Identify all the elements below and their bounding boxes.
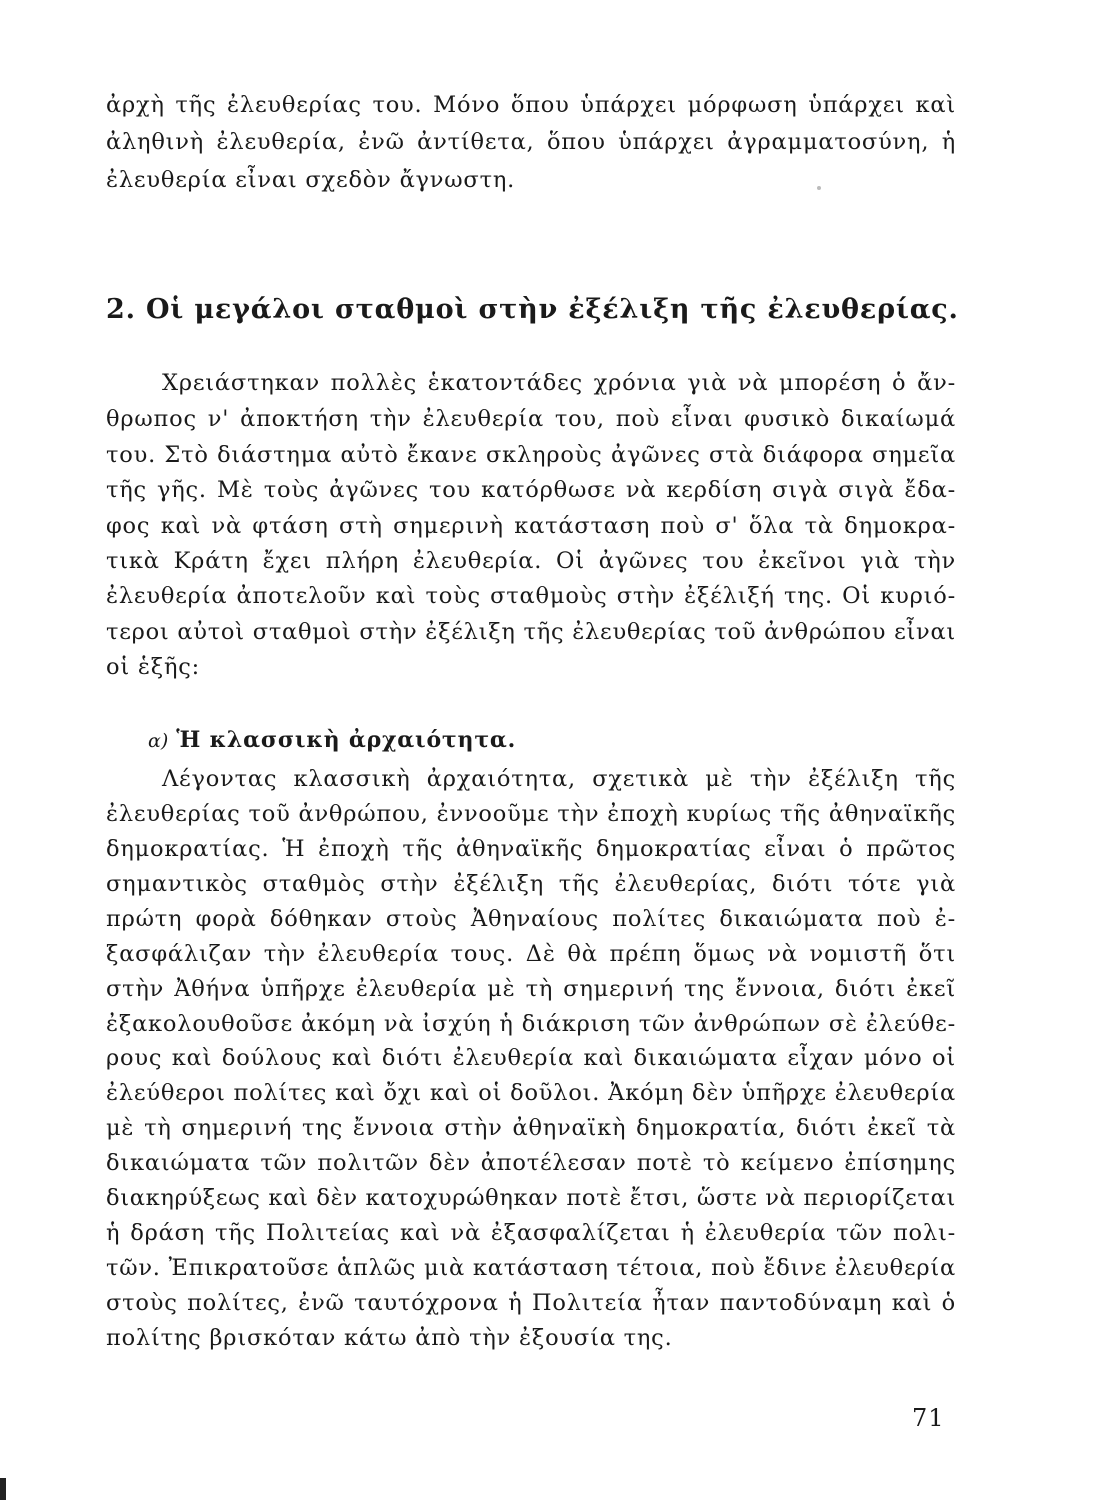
paragraph-line: μὲ τὴ σημερινή της ἔννοια στὴν ἀθηναϊκὴ δημοκρατία, διότι ἐκεῖ τὰ xyxy=(106,1115,956,1141)
section-heading: 2. Οἱ μεγάλοι σταθμοὶ στὴν ἐξέλιξη τῆς ἐλευθερίας. xyxy=(106,294,959,325)
paragraph-line: τικὰ Κράτη ἔχει πλήρη ἐλευθερία. Οἱ ἀγῶνες του ἐκεῖνοι γιὰ τὴν xyxy=(106,548,956,574)
intro-line: ἐλευθερία εἶναι σχεδὸν ἄγνωστη. xyxy=(106,167,516,193)
paragraph-line: θρωπος ν' ἀποκτήση τὴν ἐλευθερία του, ποὺ εἶναι φυσικὸ δικαίωμά xyxy=(106,406,956,432)
paragraph-line: του. Στὸ διάστημα αὐτὸ ἔκανε σκληροὺς ἀγῶνες στὰ διάφορα σημεῖα xyxy=(106,442,956,468)
paragraph-line: Λέγοντας κλασσικὴ ἀρχαιότητα, σχετικὰ μὲ τὴν ἐξέλιξη τῆς xyxy=(162,766,956,792)
paragraph-line: δικαιώματα τῶν πολιτῶν δὲν ἀποτέλεσαν ποτὲ τὸ κείμενο ἐπίσημης xyxy=(106,1150,956,1176)
subsection-heading xyxy=(148,723,516,758)
scan-edge-mark xyxy=(0,1478,6,1500)
paragraph-line: ξασφάλιζαν τὴν ἐλευθερία τους. Δὲ θὰ πρέπη ὅμως νὰ νομιστῆ ὅτι xyxy=(106,941,956,967)
paragraph-line: πρώτη φορὰ δόθηκαν στοὺς Ἀθηναίους πολίτες δικαιώματα ποὺ ἐ- xyxy=(106,906,956,932)
paragraph-line: διακηρύξεως καὶ δὲν κατοχυρώθηκαν ποτὲ ἔτσι, ὥστε νὰ περιορίζεται xyxy=(106,1185,956,1211)
paragraph-line: στὴν Ἀθήνα ὑπῆρχε ἐλευθερία μὲ τὴ σημερινή της ἔννοια, διότι ἐκεῖ xyxy=(106,976,956,1002)
subsection-marker: α) xyxy=(148,730,169,752)
paragraph-line: ἐξακολουθοῦσε ἀκόμη νὰ ἰσχύη ἡ διάκριση τῶν ἀνθρώπων σὲ ἐλεύθε- xyxy=(106,1011,956,1037)
paragraph-line: τεροι αὐτοὶ σταθμοὶ στὴν ἐξέλιξη τῆς ἐλευθερίας τοῦ ἀνθρώπου εἶναι xyxy=(106,619,956,645)
paragraph-line: ἐλευθερίας τοῦ ἀνθρώπου, ἐννοοῦμε τὴν ἐποχὴ κυρίως τῆς ἀθηναϊκῆς xyxy=(106,801,956,827)
paragraph-line: σημαντικὸς σταθμὸς στὴν ἐξέλιξη τῆς ἐλευθερίας, διότι τότε γιὰ xyxy=(106,871,956,897)
speck-mark xyxy=(817,186,821,190)
intro-line: ἀληθινὴ ἐλευθερία, ἐνῶ ἀντίθετα, ὅπου ὑπάρχει ἀγραμματοσύνη, ἡ xyxy=(106,129,956,155)
paragraph-line: φος καὶ νὰ φτάση στὴ σημερινὴ κατάσταση ποὺ σ' ὅλα τὰ δημοκρα- xyxy=(106,513,956,539)
paragraph-line: δημοκρατίας. Ἡ ἐποχὴ τῆς ἀθηναϊκῆς δημοκρατίας εἶναι ὁ πρῶτος xyxy=(106,836,956,862)
paragraph-line: τῶν. Ἐπικρατοῦσε ἁπλῶς μιὰ κατάσταση τέτοια, ποὺ ἔδινε ἐλευθερία xyxy=(106,1255,956,1281)
subsection-title: Ἡ κλασσικὴ ἀρχαιότητα. xyxy=(176,727,517,753)
paragraph-line: τῆς γῆς. Μὲ τοὺς ἀγῶνες του κατόρθωσε νὰ κερδίση σιγὰ σιγὰ ἔδα- xyxy=(106,477,956,503)
paragraph-line: στοὺς πολίτες, ἐνῶ ταυτόχρονα ἡ Πολιτεία ἦταν παντοδύναμη καὶ ὁ xyxy=(106,1290,956,1316)
paragraph-line: ἡ δράση τῆς Πολιτείας καὶ νὰ ἐξασφαλίζεται ἡ ἐλευθερία τῶν πολι- xyxy=(106,1220,956,1246)
paragraph-line: οἱ ἑξῆς: xyxy=(106,654,201,680)
paragraph-line: ἐλευθερία ἀποτελοῦν καὶ τοὺς σταθμοὺς στὴν ἐξέλιξή της. Οἱ κυριό- xyxy=(106,583,956,609)
page-number: 71 xyxy=(912,1404,945,1432)
paragraph-line: Χρειάστηκαν πολλὲς ἑκατοντάδες χρόνια γιὰ νὰ μπορέση ὁ ἄν- xyxy=(162,370,956,396)
paragraph-line: ρους καὶ δούλους καὶ διότι ἐλευθερία καὶ δικαιώματα εἶχαν μόνο οἱ xyxy=(106,1045,956,1071)
intro-line: ἀρχὴ τῆς ἐλευθερίας του. Μόνο ὅπου ὑπάρχει μόρφωση ὑπάρχει καὶ xyxy=(106,92,956,118)
paragraph-line: πολίτης βρισκόταν κάτω ἀπὸ τὴν ἐξουσία της. xyxy=(106,1325,673,1351)
paragraph-line: ἐλεύθεροι πολίτες καὶ ὄχι καὶ οἱ δοῦλοι. Ἀκόμη δὲν ὑπῆρχε ἐλευθερία xyxy=(106,1080,956,1106)
